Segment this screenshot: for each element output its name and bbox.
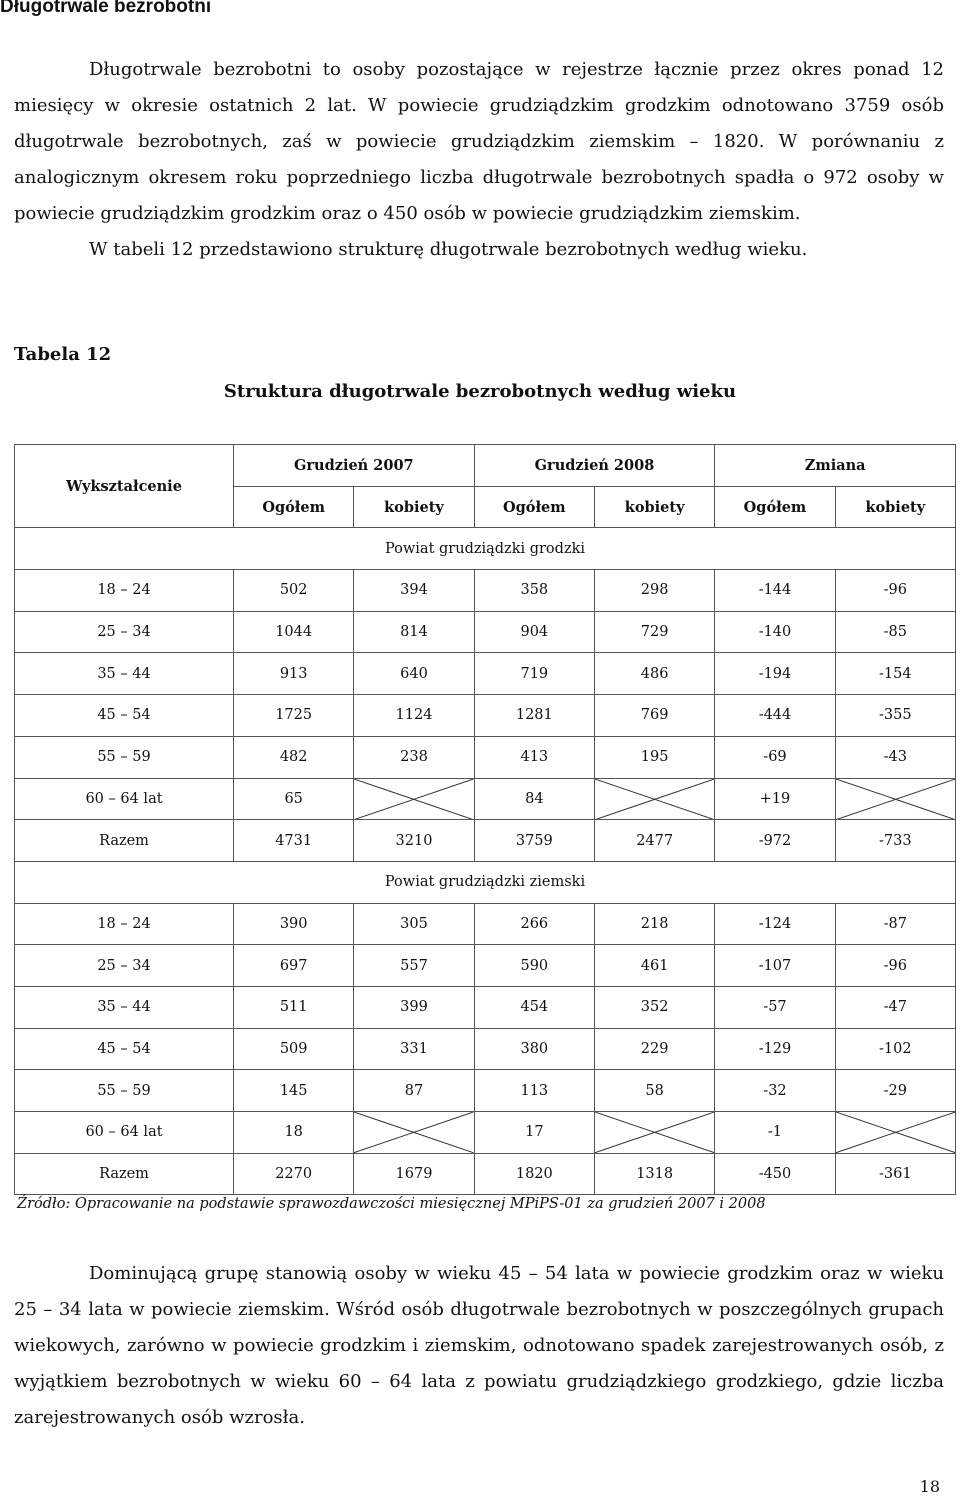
section-heading: Długotrwale bezrobotni — [0, 0, 212, 17]
value-cell: 17 — [474, 1112, 594, 1154]
value-cell: -85 — [835, 611, 955, 653]
section-row — [15, 861, 956, 903]
row-header-cell: Wykształcenie — [15, 445, 234, 528]
age-group-label: Razem — [15, 820, 234, 862]
table-row — [15, 611, 956, 653]
empty-cell-cross — [594, 1112, 714, 1154]
section-title: Powiat grudziądzki ziemski — [15, 861, 956, 903]
value-cell: 3759 — [474, 820, 594, 862]
value-cell: -96 — [835, 945, 955, 987]
table-row — [15, 1028, 956, 1070]
table-row — [15, 1070, 956, 1112]
value-cell: 729 — [594, 611, 714, 653]
value-cell: 18 — [234, 1112, 354, 1154]
value-cell: 87 — [354, 1070, 474, 1112]
value-cell: 266 — [474, 903, 594, 945]
value-cell: 331 — [354, 1028, 474, 1070]
value-cell: 394 — [354, 570, 474, 612]
value-cell: 413 — [474, 736, 594, 778]
value-cell: -144 — [715, 570, 835, 612]
subheader-cell: kobiety — [835, 486, 955, 528]
value-cell: 298 — [594, 570, 714, 612]
intro-text — [14, 52, 944, 268]
value-cell: 2270 — [234, 1153, 354, 1195]
value-cell: -444 — [715, 695, 835, 737]
value-cell: 482 — [234, 736, 354, 778]
value-cell: 238 — [354, 736, 474, 778]
value-cell: -29 — [835, 1070, 955, 1112]
age-group-label: 60 – 64 lat — [15, 778, 234, 820]
age-group-label: 18 – 24 — [15, 570, 234, 612]
total-row — [15, 820, 956, 862]
empty-cell-cross — [835, 1112, 955, 1154]
empty-cell-cross — [354, 778, 474, 820]
age-group-label: Razem — [15, 1153, 234, 1195]
subheader-cell: kobiety — [354, 486, 474, 528]
value-cell: -733 — [835, 820, 955, 862]
group-header-change: Zmiana — [715, 445, 956, 487]
value-cell: 640 — [354, 653, 474, 695]
value-cell: -154 — [835, 653, 955, 695]
value-cell: 913 — [234, 653, 354, 695]
page-number: 18 — [919, 1477, 940, 1496]
value-cell: 1318 — [594, 1153, 714, 1195]
value-cell: 769 — [594, 695, 714, 737]
table-row — [15, 986, 956, 1028]
table-row — [15, 945, 956, 987]
table-label: Tabela 12 — [14, 344, 112, 365]
value-cell: -1 — [715, 1112, 835, 1154]
value-cell: 590 — [474, 945, 594, 987]
value-cell: 113 — [474, 1070, 594, 1112]
value-cell: -972 — [715, 820, 835, 862]
table-row — [15, 570, 956, 612]
age-group-label: 45 – 54 — [15, 695, 234, 737]
value-cell: 3210 — [354, 820, 474, 862]
value-cell: -124 — [715, 903, 835, 945]
value-cell: 145 — [234, 1070, 354, 1112]
empty-cell-cross — [835, 778, 955, 820]
value-cell: +19 — [715, 778, 835, 820]
value-cell: -140 — [715, 611, 835, 653]
table-header-row — [15, 445, 956, 487]
value-cell: 1124 — [354, 695, 474, 737]
age-group-label: 55 – 59 — [15, 736, 234, 778]
value-cell: 1725 — [234, 695, 354, 737]
value-cell: 719 — [474, 653, 594, 695]
value-cell: -129 — [715, 1028, 835, 1070]
value-cell: 358 — [474, 570, 594, 612]
value-cell: -57 — [715, 986, 835, 1028]
subheader-cell: Ogółem — [234, 486, 354, 528]
value-cell: 84 — [474, 778, 594, 820]
empty-cell-cross — [594, 778, 714, 820]
value-cell: 1044 — [234, 611, 354, 653]
value-cell: 461 — [594, 945, 714, 987]
age-group-label: 25 – 34 — [15, 611, 234, 653]
value-cell: 697 — [234, 945, 354, 987]
age-group-label: 35 – 44 — [15, 986, 234, 1028]
value-cell: -355 — [835, 695, 955, 737]
table-row — [15, 736, 956, 778]
value-cell: 502 — [234, 570, 354, 612]
value-cell: 509 — [234, 1028, 354, 1070]
value-cell: -96 — [835, 570, 955, 612]
value-cell: 305 — [354, 903, 474, 945]
value-cell: 399 — [354, 986, 474, 1028]
table-row — [15, 695, 956, 737]
value-cell: 4731 — [234, 820, 354, 862]
total-row — [15, 1153, 956, 1195]
value-cell: -47 — [835, 986, 955, 1028]
table-row — [15, 653, 956, 695]
value-cell: 65 — [234, 778, 354, 820]
outro-paragraph: Dominującą grupę stanowią osoby w wieku 45 – 54 lata w powiecie grodzkim oraz w wieku 25 – 34 lata w powiecie ziemskim. Wśród osób długotrwale bezrobotnych w poszczególnych grupach wiekowych, zarówno w powiecie grodzkim i ziemskim, odnotowano spadek zarejestrowanych osób, z wyjątkiem bezrobotnych w wieku 60 – 64 lata z powiatu grudziądzkiego grodzkiego, gdzie liczba zarejestrowanych osób wzrosła. — [14, 1263, 944, 1428]
value-cell: 2477 — [594, 820, 714, 862]
age-group-label: 45 – 54 — [15, 1028, 234, 1070]
value-cell: -87 — [835, 903, 955, 945]
table-row — [15, 1112, 956, 1154]
value-cell: 380 — [474, 1028, 594, 1070]
table-title: Struktura długotrwale bezrobotnych według wieku — [223, 381, 737, 402]
value-cell: -102 — [835, 1028, 955, 1070]
age-group-label: 18 – 24 — [15, 903, 234, 945]
value-cell: 486 — [594, 653, 714, 695]
value-cell: 904 — [474, 611, 594, 653]
subheader-cell: Ogółem — [715, 486, 835, 528]
value-cell: 352 — [594, 986, 714, 1028]
value-cell: 557 — [354, 945, 474, 987]
age-structure-table — [14, 444, 956, 1195]
value-cell: 195 — [594, 736, 714, 778]
age-group-label: 60 – 64 lat — [15, 1112, 234, 1154]
empty-cell-cross — [354, 1112, 474, 1154]
value-cell: 1679 — [354, 1153, 474, 1195]
value-cell: -32 — [715, 1070, 835, 1112]
subheader-cell: Ogółem — [474, 486, 594, 528]
age-group-label: 55 – 59 — [15, 1070, 234, 1112]
table-row — [15, 778, 956, 820]
group-header-2008: Grudzień 2008 — [474, 445, 715, 487]
value-cell: 1820 — [474, 1153, 594, 1195]
value-cell: 58 — [594, 1070, 714, 1112]
subheader-cell: kobiety — [594, 486, 714, 528]
table-row — [15, 903, 956, 945]
value-cell: -107 — [715, 945, 835, 987]
value-cell: 390 — [234, 903, 354, 945]
value-cell: 218 — [594, 903, 714, 945]
value-cell: -450 — [715, 1153, 835, 1195]
intro-paragraph-2: W tabeli 12 przedstawiono strukturę długotrwale bezrobotnych według wieku. — [89, 239, 808, 260]
value-cell: 1281 — [474, 695, 594, 737]
table-body — [15, 528, 956, 1195]
age-group-label: 25 – 34 — [15, 945, 234, 987]
section-row — [15, 528, 956, 570]
value-cell: 229 — [594, 1028, 714, 1070]
age-group-label: 35 – 44 — [15, 653, 234, 695]
value-cell: 814 — [354, 611, 474, 653]
intro-paragraph-1: Długotrwale bezrobotni to osoby pozostające w rejestrze łącznie przez okres ponad 12 miesięcy w okresie ostatnich 2 lat. W powiecie grudziądzkim grodzkim odnotowano 3759 osób długotrwale bezrobotnych, zaś w powiecie grudziądzkim ziemskim – 1820. W porównaniu z analogicznym okresem roku poprzedniego liczba długotrwale bezrobotnych spadła o 972 osoby w powiecie grudziądzkim grodzkim oraz o 450 osób w powiecie grudziądzkim ziemskim. — [14, 59, 944, 224]
value-cell: -43 — [835, 736, 955, 778]
source-note: Źródło: Opracowanie na podstawie sprawozdawczości miesięcznej MPiPS-01 za grudzień 2007 i 2008 — [17, 1196, 766, 1212]
value-cell: 511 — [234, 986, 354, 1028]
value-cell: -361 — [835, 1153, 955, 1195]
value-cell: -69 — [715, 736, 835, 778]
value-cell: -194 — [715, 653, 835, 695]
value-cell: 454 — [474, 986, 594, 1028]
group-header-2007: Grudzień 2007 — [234, 445, 475, 487]
section-title: Powiat grudziądzki grodzki — [15, 528, 956, 570]
